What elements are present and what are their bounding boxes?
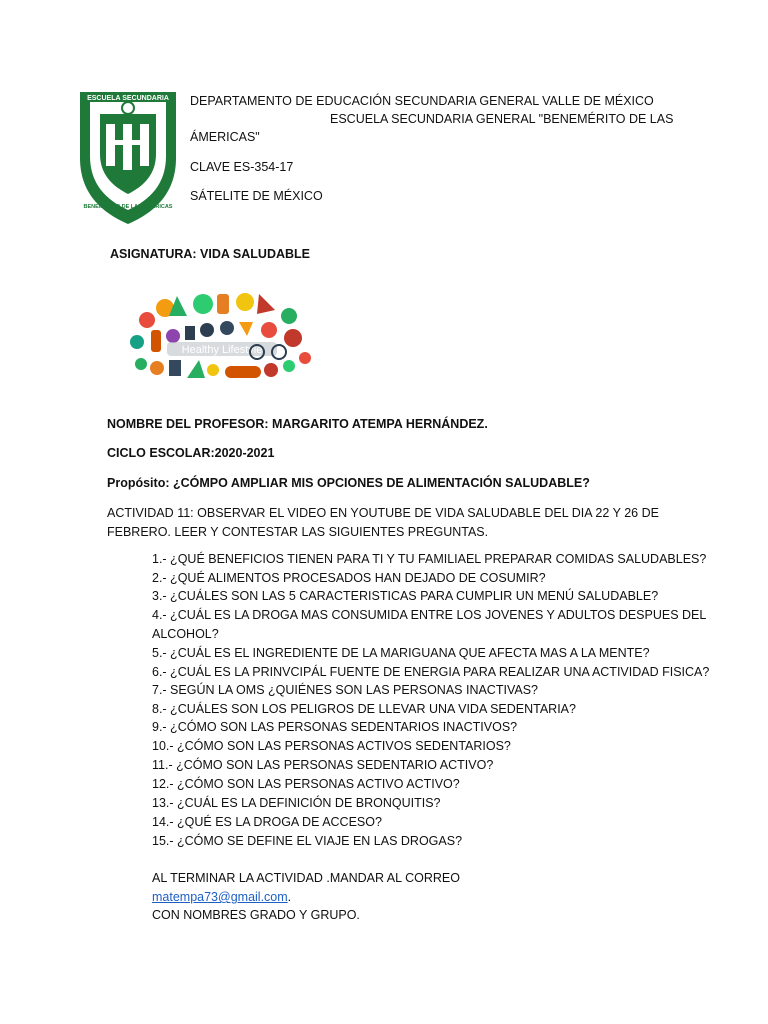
teacher-name: NOMBRE DEL PROFESOR: MARGARITO ATEMPA HERNÁNDEZ. — [107, 417, 488, 431]
header-school-name: ESCUELA SECUNDARIA GENERAL "BENEMÉRITO DE LAS — [330, 112, 674, 126]
activity-instructions — [107, 504, 659, 542]
question-12: 12.- ¿CÓMO SON LAS PERSONAS ACTIVO ACTIVO? — [152, 777, 460, 791]
question-2: 2.- ¿QUÉ ALIMENTOS PROCESADOS HAN DEJADO DE COSUMIR? — [152, 571, 546, 585]
activity-line-1: ACTIVIDAD 11: OBSERVAR EL VIDEO EN YOUTUBE DE VIDA SALUDABLE DEL DIA 22 Y 26 DE — [107, 506, 659, 520]
question-4: 4.- ¿CUÁL ES LA DROGA MAS CONSUMIDA ENTRE LOS JOVENES Y ADULTOS DESPUES DEL — [152, 608, 707, 622]
email-suffix: . — [287, 890, 292, 904]
footer-names-note: CON NOMBRES GRADO Y GRUPO. — [152, 908, 360, 922]
svg-text:ESCUELA SECUNDARIA: ESCUELA SECUNDARIA — [87, 95, 169, 102]
header-school-name-cont: ÁMERICAS" — [190, 130, 260, 144]
question-8: 8.- ¿CUÁLES SON LOS PELIGROS DE LLEVAR UNA VIDA SEDENTARIA? — [152, 702, 576, 716]
svg-text:BENEMÉRITO DE LAS AMERICAS: BENEMÉRITO DE LAS AMERICAS — [83, 204, 173, 210]
question-4-cont: ALCOHOL? — [152, 627, 219, 641]
question-14: 14.- ¿QUÉ ES LA DROGA DE ACCESO? — [152, 815, 382, 829]
question-15: 15.- ¿CÓMO SE DEFINE EL VIAJE EN LAS DROGAS? — [152, 834, 463, 848]
question-1: 1.- ¿QUÉ BENEFICIOS TIENEN PARA TI Y TU FAMILIAEL PREPARAR COMIDAS SALUDABLES? — [152, 552, 707, 566]
question-3: 3.- ¿CUÁLES SON LAS 5 CARACTERISTICAS PARA CUMPLIR UN MENÚ SALUDABLE? — [152, 589, 659, 603]
school-year: CICLO ESCOLAR:2020-2021 — [107, 446, 275, 460]
purpose-heading: Propósito: ¿CÓMPO AMPLIAR MIS OPCIONES DE ALIMENTACIÓN SALUDABLE? — [107, 476, 590, 490]
question-10: 10.- ¿CÓMO SON LAS PERSONAS ACTIVOS SEDENTARIOS? — [152, 739, 511, 753]
question-5: 5.- ¿CUÁL ES EL INGREDIENTE DE LA MARIGUANA QUE AFECTA MAS A LA MENTE? — [152, 646, 650, 660]
question-7: 7.- SEGÚN LA OMS ¿QUIÉNES SON LAS PERSONAS INACTIVAS? — [152, 683, 538, 697]
footer-instruction: AL TERMINAR LA ACTIVIDAD .MANDAR AL CORREO — [152, 871, 460, 885]
header-department: DEPARTAMENTO DE EDUCACIÓN SECUNDARIA GENERAL VALLE DE MÉXICO — [190, 94, 654, 108]
footer-email-line — [152, 890, 291, 904]
header-clave: CLAVE ES-354-17 — [190, 160, 294, 174]
question-9: 9.- ¿CÓMO SON LAS PERSONAS SEDENTARIOS INACTIVOS? — [152, 720, 518, 734]
subject-label: ASIGNATURA: VIDA SALUDABLE — [110, 247, 310, 261]
school-crest-logo — [76, 88, 180, 226]
email-link[interactable]: matempa73@gmail.com — [152, 890, 288, 904]
question-11: 11.- ¿CÓMO SON LAS PERSONAS SEDENTARIO ACTIVO? — [152, 758, 494, 772]
question-13: 13.- ¿CUÁL ES LA DEFINICIÓN DE BRONQUITIS? — [152, 796, 441, 810]
activity-line-2: FEBRERO. LEER Y CONTESTAR LAS SIGUIENTES PREGUNTAS. — [107, 525, 489, 539]
banner-text: Healthy Lifestyle — [181, 344, 263, 356]
header-location: SÁTELITE DE MÉXICO — [190, 189, 323, 203]
question-6: 6.- ¿CUÁL ES LA PRINVCIPÁL FUENTE DE ENERGIA PARA REALIZAR UNA ACTIVIDAD FISICA? — [152, 665, 710, 679]
healthy-lifestyle-banner — [107, 282, 335, 400]
